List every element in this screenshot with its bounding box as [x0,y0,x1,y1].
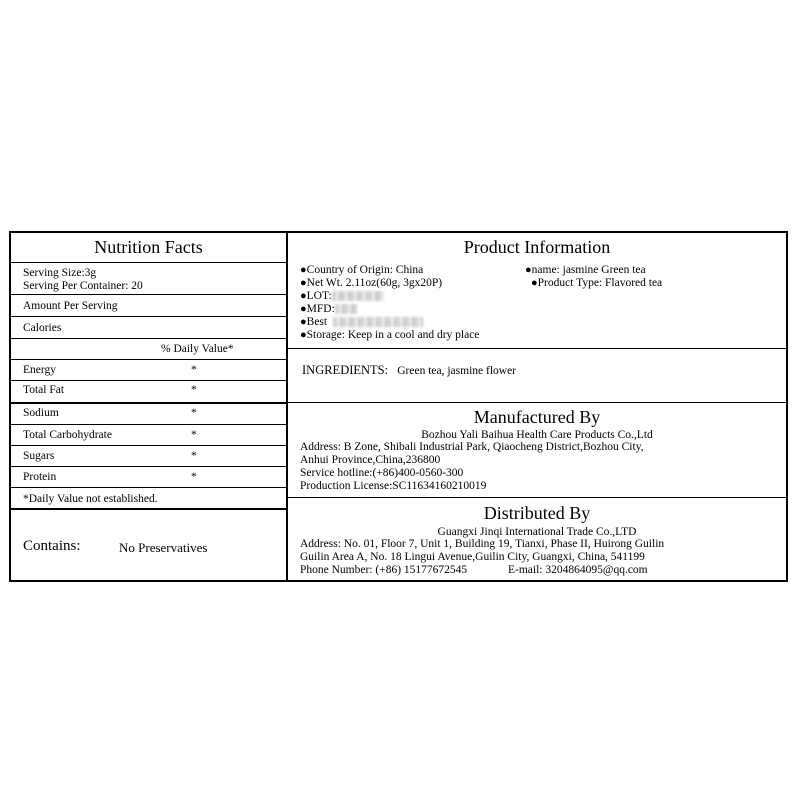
service-hotline: Service hotline:(+86)400-0560-300 [300,467,464,479]
country-of-origin: ●Country of Origin: China [300,264,424,276]
bullet-icon: ● [300,329,307,341]
distributor-email: E-mail: 3204864095@qq.com [508,564,648,576]
bullet-icon: ● [300,316,307,328]
bullet-icon: ● [300,303,307,315]
nutrient-label: Sugars [23,450,55,462]
distributor-address-2: Guilin Area A, No. 18 Lingui Avenue,Guilin City, Guangxi, China, 541199 [300,551,645,563]
redacted-mfd [335,304,357,314]
contains-label: Contains: [23,538,81,554]
product-information-title: Product Information [463,237,611,257]
nutrient-value: * [191,471,197,483]
nutrient-value: * [191,384,197,396]
best-before: ●Best [300,316,423,329]
daily-value-header: % Daily Value* [161,343,234,355]
lot-number: ●LOT: [300,290,384,303]
ingredients [302,363,516,378]
redacted-best [333,317,423,327]
manufacturer-address-2: Anhui Province,China,236800 [300,454,441,466]
nutrient-label: Protein [23,471,57,483]
bullet-icon: ● [525,264,532,276]
serving-per-container: Serving Per Container: 20 [23,280,143,292]
ingredients-label: INGREDIENTS: [302,363,389,377]
distributor-address-1: Address: No. 01, Floor 7, Unit 1, Building 19, Tianxi, Phase II, Huirong Guilin [300,538,665,550]
storage: ●Storage: Keep in a cool and dry place [300,329,480,341]
nutrient-label: Total Fat [23,384,65,396]
distributed-by-title: Distributed By [483,503,591,523]
bullet-icon: ● [300,264,307,276]
manufacturer-company: Bozhou Yali Baihua Health Care Products Co.,Ltd [421,429,653,441]
nutrient-label: Sodium [23,407,59,419]
product-label [9,231,788,582]
mfd-date: ●MFD: [300,303,357,316]
product-name: ●name: jasmine Green tea [525,264,646,276]
contains-value: No Preservatives [119,540,208,555]
bullet-icon: ● [300,290,307,302]
distributor-company: Guangxi Jinqi International Trade Co.,LTD [437,526,637,538]
nutrient-label: Energy [23,364,57,376]
ingredients-value: Green tea, jasmine flower [397,365,517,377]
amount-per-serving: Amount Per Serving [23,300,118,312]
production-license: Production License:SC11634160210019 [300,480,487,492]
product-type: ●Product Type: Flavored tea [531,277,663,289]
nutrient-value: * [191,407,197,419]
serving-size: Serving Size:3g [23,267,97,279]
nutrient-value: * [191,364,197,376]
nutrition-facts-title: Nutrition Facts [94,237,203,257]
daily-value-footnote: *Daily Value not established. [23,493,158,505]
info-panel [288,233,786,580]
nutrition-facts-panel [11,233,288,580]
bullet-icon: ● [531,277,538,289]
nutrient-value: * [191,429,197,441]
nutrient-label: Total Carbohydrate [23,429,112,441]
net-weight: ●Net Wt. 2.11oz(60g, 3gx20P) [300,277,443,289]
distributor-phone: Phone Number: (+86) 15177672545 [300,564,468,576]
redacted-lot [332,291,384,301]
nutrient-value: * [191,450,197,462]
manufacturer-address-1: Address: B Zone, Shibali Industrial Park, Qiaocheng District,Bozhou City, [300,441,644,453]
bullet-icon: ● [300,277,307,289]
manufactured-by-title: Manufactured By [473,407,601,427]
calories-label: Calories [23,322,62,334]
